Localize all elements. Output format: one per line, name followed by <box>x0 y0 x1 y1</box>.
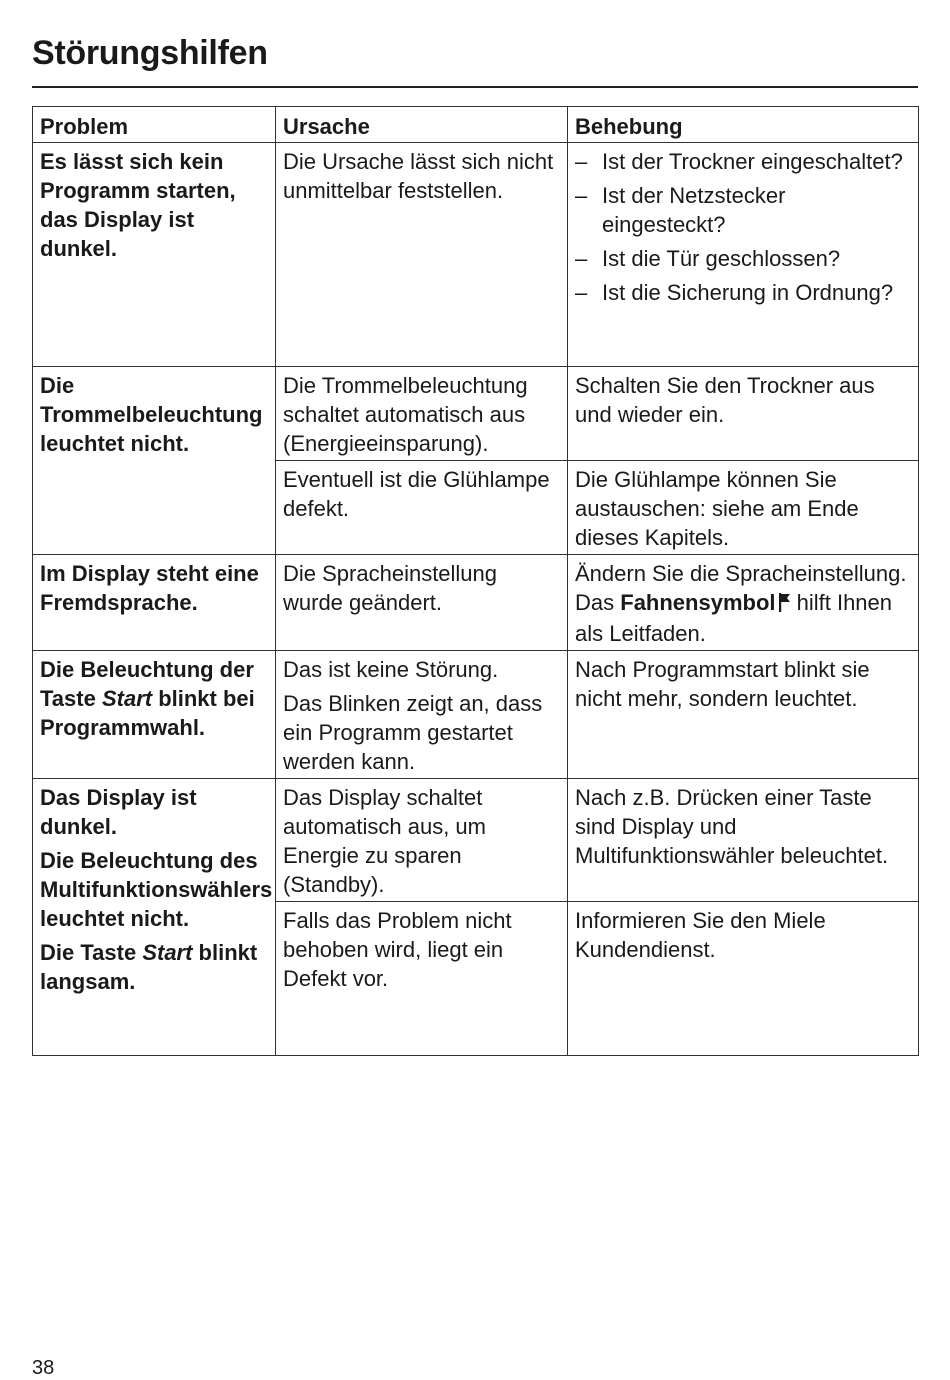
fix-cell <box>568 779 919 902</box>
cause-text: Die Spracheinstellung wurde geändert. <box>283 561 498 615</box>
table-row <box>33 367 919 461</box>
table-row <box>33 143 919 367</box>
fix-text: Nach Programmstart blinkt sie nicht mehr, sondern leuchtet. <box>575 657 870 711</box>
fix-text: Informieren Sie den Miele Kundendienst. <box>575 908 826 962</box>
cause-text: Eventuell ist die Glühlampe defekt. <box>283 467 550 521</box>
cause-text: Die Trommelbeleuchtung schaltet automatisch aus (Energieeinsparung). <box>283 373 528 456</box>
fix-cell <box>568 651 919 779</box>
table-row <box>33 651 919 779</box>
troubleshooting-table <box>32 106 919 1056</box>
problem-text: Die Beleuchtung des Multifunktionswählers leuchtet nicht. <box>40 848 273 931</box>
cause-text: Falls das Problem nicht behoben wird, liegt ein Defekt vor. <box>283 908 512 991</box>
flag-symbol-label: Fahnensymbol <box>620 590 776 615</box>
problem-cell <box>33 555 276 651</box>
problem-text-end: blinkt langsam. <box>40 940 258 994</box>
list-item: – Ist die Tür geschlossen? <box>575 244 911 273</box>
cause-cell <box>276 143 568 367</box>
problem-text: Die Trommelbeleuchtung leuchtet nicht. <box>40 373 263 456</box>
fix-text: Die Glühlampe können Sie austauschen: siehe am Ende dieses Kapitels. <box>575 467 859 550</box>
cause-text: Die Ursache lässt sich nicht unmittelbar feststellen. <box>283 149 554 203</box>
list-item: – Ist der Trockner eingeschaltet? <box>575 147 911 176</box>
page-number: 38 <box>32 1357 55 1379</box>
flag-icon <box>779 590 791 619</box>
fix-text <box>575 559 911 648</box>
fix-cell <box>568 555 919 651</box>
cause-cell <box>276 902 568 1056</box>
problem-text-start: Die Taste <box>40 940 143 965</box>
fix-cell <box>568 461 919 555</box>
problem-text: Das Display ist dunkel. <box>40 785 197 839</box>
table-row <box>33 779 919 902</box>
problem-text-end: blinkt bei Programmwahl. <box>40 686 255 740</box>
header-fix: Behebung <box>568 107 919 143</box>
fix-list <box>575 147 911 307</box>
problem-text <box>40 655 268 742</box>
problem-cell <box>33 143 276 367</box>
cause-cell <box>276 779 568 902</box>
problem-cell <box>33 651 276 779</box>
cause-text: Das ist keine Störung. <box>283 657 499 682</box>
problem-cell <box>33 367 276 555</box>
header-problem: Problem <box>33 107 276 143</box>
fix-cell <box>568 143 919 367</box>
cause-cell <box>276 651 568 779</box>
list-item: – Ist die Sicherung in Ordnung? <box>575 278 911 307</box>
problem-text: Es lässt sich kein Programm starten, das Display ist dunkel. <box>40 149 236 261</box>
fix-cell <box>568 902 919 1056</box>
fix-text: Schalten Sie den Trockner aus und wieder ein. <box>575 373 875 427</box>
title-divider <box>32 86 918 88</box>
start-key-label: Start <box>142 940 193 965</box>
problem-text-start: Die Beleuchtung der Taste <box>40 657 254 711</box>
table-row <box>33 555 919 651</box>
start-key-label: Start <box>101 686 153 711</box>
table-header-row <box>33 107 919 143</box>
problem-text: Im Display steht eine Fremdsprache. <box>40 561 259 615</box>
list-item: – Ist der Netzstecker eingesteckt? <box>575 181 911 239</box>
fix-text-start: Ändern Sie die Spracheinstellung. Das <box>575 561 907 615</box>
cause-cell <box>276 461 568 555</box>
cause-text: Das Display schaltet automatisch aus, um Energie zu sparen (Standby). <box>283 785 486 897</box>
problem-cell <box>33 779 276 1056</box>
cause-cell <box>276 555 568 651</box>
page-title: Störungshilfen <box>32 34 268 72</box>
fix-text-end: hilft Ihnen als Leitfaden. <box>575 590 893 646</box>
problem-text <box>40 938 268 996</box>
cause-text: Das Blinken zeigt an, dass ein Programm gestartet werden kann. <box>283 691 543 774</box>
fix-text: Nach z.B. Drücken einer Taste sind Display und Multifunktionswähler beleuchtet. <box>575 785 889 868</box>
cause-cell <box>276 367 568 461</box>
fix-cell <box>568 367 919 461</box>
header-cause: Ursache <box>276 107 568 143</box>
